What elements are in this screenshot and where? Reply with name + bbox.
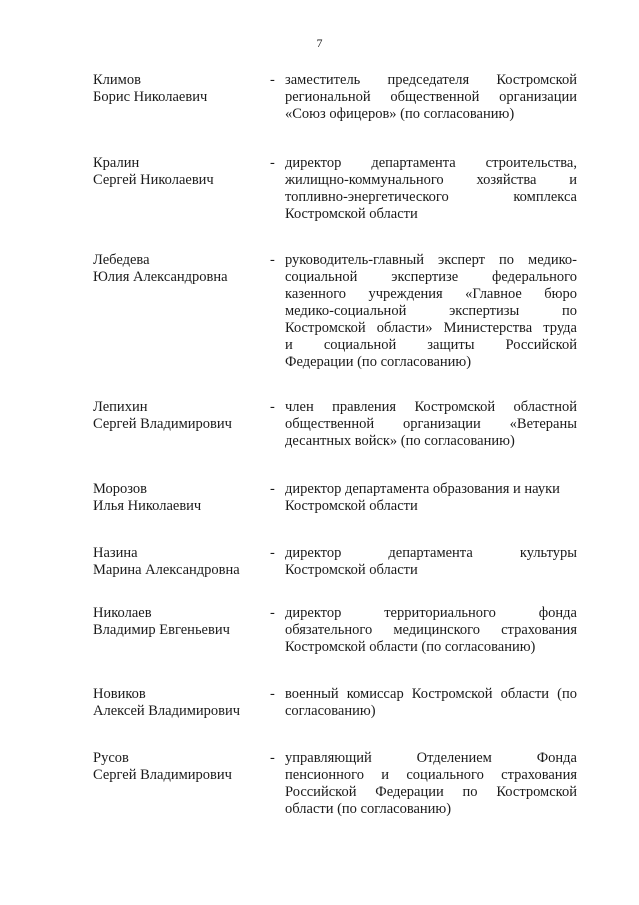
dash-separator: -	[270, 605, 275, 621]
position-line: области (по согласованию)	[285, 801, 452, 817]
position-line: пенсионного и социального страхования	[285, 767, 577, 783]
position-line: Костромской области	[285, 498, 418, 514]
member-surname: Лебедева	[93, 252, 150, 268]
member-position	[285, 72, 577, 123]
member-given-name: Алексей Владимирович	[93, 703, 241, 719]
position-line: Костромской области	[285, 206, 418, 222]
position-line: согласованию)	[285, 703, 376, 719]
member-surname: Русов	[93, 750, 129, 766]
member-name	[93, 605, 263, 639]
member-position	[285, 155, 577, 223]
dash-separator: -	[270, 686, 275, 702]
member-surname: Николаев	[93, 605, 152, 621]
position-line: общественной организации «Ветераны	[285, 416, 577, 432]
position-line: директор департамента образования и науки	[285, 481, 560, 497]
position-line: Костромской области (по согласованию)	[285, 639, 536, 655]
position-line: и социальной защиты Российской	[285, 337, 577, 353]
position-line: топливно-энергетического комплекса	[285, 189, 577, 205]
member-given-name: Борис Николаевич	[93, 89, 208, 105]
member-name	[93, 481, 263, 515]
dash-separator: -	[270, 399, 275, 415]
member-name	[93, 72, 263, 106]
member-surname: Новиков	[93, 686, 146, 702]
member-name	[93, 155, 263, 189]
member-surname: Климов	[93, 72, 141, 88]
member-name	[93, 750, 263, 784]
position-line: «Союз офицеров» (по согласованию)	[285, 106, 515, 122]
position-line: руководитель-главный эксперт по медико-	[285, 252, 577, 268]
member-surname: Лепихин	[93, 399, 148, 415]
member-name	[93, 399, 263, 433]
member-given-name: Сергей Владимирович	[93, 416, 232, 432]
member-name	[93, 252, 263, 286]
position-line: член правления Костромской областной	[285, 399, 577, 415]
position-line: Костромской области» Министерства труда	[285, 320, 577, 336]
position-line: десантных войск» (по согласованию)	[285, 433, 515, 449]
member-position	[285, 750, 577, 818]
position-line: Костромской области	[285, 562, 418, 578]
position-line: жилищно-коммунального хозяйства и	[285, 172, 577, 188]
member-name	[93, 686, 263, 720]
member-surname: Кралин	[93, 155, 140, 171]
position-line: медико-социальной экспертизы по	[285, 303, 577, 319]
member-position	[285, 545, 577, 579]
position-line: заместитель председателя Костромской	[285, 72, 577, 88]
member-position	[285, 481, 577, 515]
position-line: региональной общественной организации	[285, 89, 577, 105]
position-line: директор департамента культуры	[285, 545, 577, 561]
member-position	[285, 605, 577, 656]
member-given-name: Илья Николаевич	[93, 498, 202, 514]
page-number: 7	[316, 36, 323, 50]
position-line: обязательного медицинского страхования	[285, 622, 577, 638]
member-surname: Назина	[93, 545, 138, 561]
position-line: директор департамента строительства,	[285, 155, 577, 171]
position-line: управляющий Отделением Фонда	[285, 750, 577, 766]
member-given-name: Владимир Евгеньевич	[93, 622, 230, 638]
position-line: Российской Федерации по Костромской	[285, 784, 577, 800]
position-line: казенного учреждения «Главное бюро	[285, 286, 577, 302]
member-surname: Морозов	[93, 481, 148, 497]
dash-separator: -	[270, 545, 275, 561]
position-line: директор территориального фонда	[285, 605, 577, 621]
member-position	[285, 399, 577, 450]
position-line: Федерации (по согласованию)	[285, 354, 472, 370]
dash-separator: -	[270, 750, 275, 766]
dash-separator: -	[270, 155, 275, 171]
dash-separator: -	[270, 481, 275, 497]
position-line: социальной экспертизе федерального	[285, 269, 577, 285]
member-given-name: Юлия Александровна	[93, 269, 228, 285]
member-given-name: Сергей Николаевич	[93, 172, 214, 188]
member-position	[285, 686, 577, 720]
member-position	[285, 252, 577, 371]
member-name	[93, 545, 263, 579]
member-given-name: Сергей Владимирович	[93, 767, 232, 783]
dash-separator: -	[270, 72, 275, 88]
member-given-name: Марина Александровна	[93, 562, 240, 578]
dash-separator: -	[270, 252, 275, 268]
position-line: военный комиссар Костромской области (по	[285, 686, 577, 702]
